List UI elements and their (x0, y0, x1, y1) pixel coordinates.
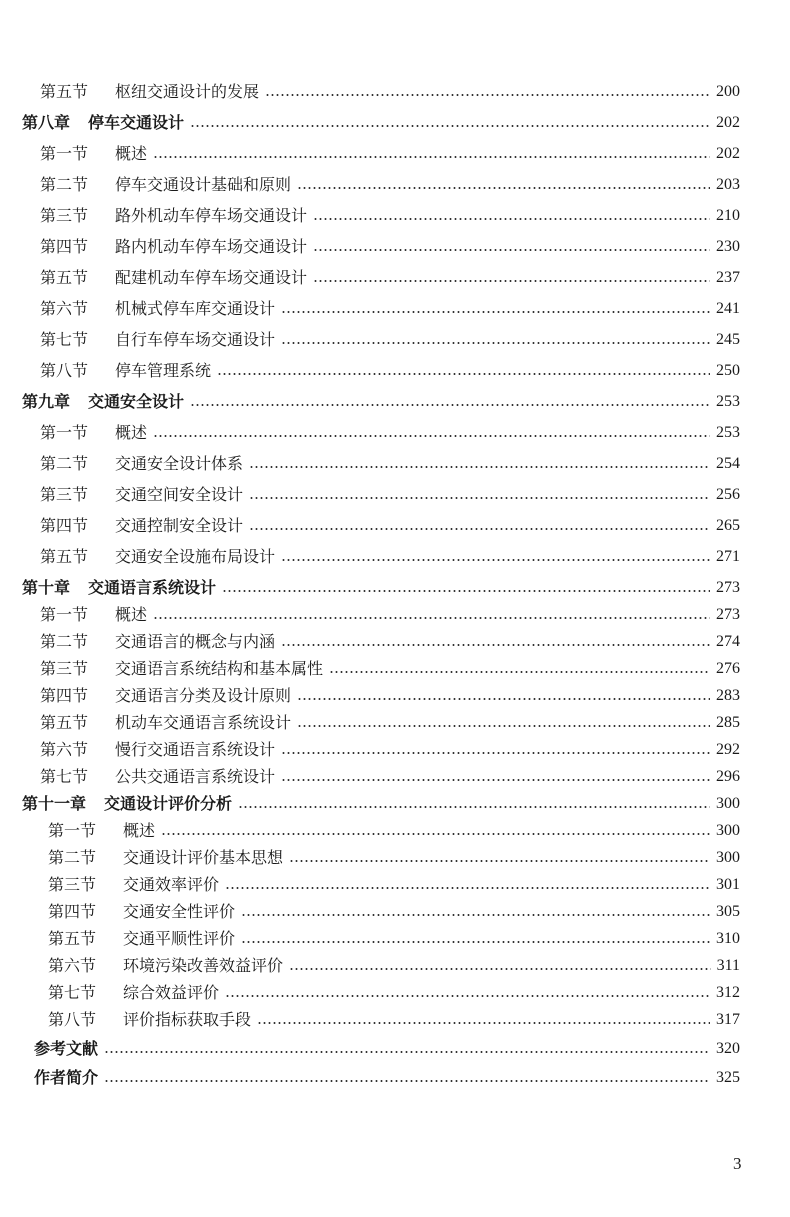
dot-leader (265, 94, 710, 96)
toc-entry (40, 421, 740, 445)
toc-entry (40, 483, 740, 507)
toc-entry-page: 300 (716, 849, 740, 866)
toc-entry-title: 停车交通设计 (88, 113, 185, 132)
page-number: 3 (733, 1154, 742, 1173)
toc-entry (40, 545, 740, 569)
dot-leader (190, 404, 710, 406)
toc-entry (40, 142, 740, 166)
toc-entry-page: 203 (716, 176, 740, 193)
toc-entry-title: 交通安全设计体系 (115, 454, 244, 473)
dot-leader (313, 218, 710, 220)
dot-leader (297, 725, 710, 727)
toc-entry-page: 301 (716, 876, 740, 893)
toc-entry (40, 297, 740, 321)
toc-entry-page: 253 (716, 393, 740, 410)
toc-entry-page: 250 (716, 362, 740, 379)
toc-entry-number: 第四节 (40, 686, 89, 705)
toc-entry-number: 第五节 (40, 547, 89, 566)
toc-entry-title: 交通效率评价 (123, 875, 220, 894)
toc-entry-number: 第二节 (48, 848, 97, 867)
toc-entry (40, 452, 740, 476)
toc-entry-page: 202 (716, 114, 740, 131)
toc-entry-number: 第八节 (48, 1010, 97, 1029)
toc-entry-title: 作者简介 (34, 1068, 99, 1087)
toc-entry-page: 253 (716, 424, 740, 441)
toc-chapter-entry (22, 111, 740, 135)
toc-entry-title: 交通语言分类及设计原则 (115, 686, 292, 705)
toc-entry-title: 概述 (115, 423, 148, 442)
dot-leader (313, 280, 710, 282)
toc-entry (48, 927, 740, 951)
toc-entry-page: 202 (716, 145, 740, 162)
dot-leader (329, 671, 710, 673)
toc-entry-title: 交通设计评价分析 (104, 794, 233, 813)
toc-entry-page: 317 (716, 1011, 740, 1028)
toc-entry-number: 第二节 (40, 632, 89, 651)
toc-entry-page: 310 (716, 930, 740, 947)
toc-entry-number: 第六节 (40, 299, 89, 318)
dot-leader (281, 311, 710, 313)
toc-entry-page: 300 (716, 822, 740, 839)
toc-entry-page: 230 (716, 238, 740, 255)
toc-entry-page: 325 (716, 1069, 740, 1086)
toc-entry-number: 第五节 (40, 82, 89, 101)
toc-entry-page: 245 (716, 331, 740, 348)
toc-entry-number: 第一节 (40, 423, 89, 442)
toc-entry-title: 交通控制安全设计 (115, 516, 244, 535)
toc-entry-page: 237 (716, 269, 740, 286)
toc-entry-number: 第四节 (40, 237, 89, 256)
toc-entry-number: 第八节 (40, 361, 89, 380)
toc-entry-number: 第七节 (48, 983, 97, 1002)
toc-entry-number: 第七节 (40, 330, 89, 349)
toc-entry (40, 603, 740, 627)
dot-leader (225, 887, 710, 889)
toc-entry-page: 311 (716, 957, 740, 974)
dot-leader (153, 435, 710, 437)
toc-entry-number: 第五节 (48, 929, 97, 948)
toc-entry-title: 交通空间安全设计 (115, 485, 244, 504)
toc-entry (40, 235, 740, 259)
dot-leader (241, 941, 710, 943)
toc-entry-title: 交通设计评价基本思想 (123, 848, 284, 867)
dot-leader (104, 1080, 710, 1082)
toc-entry (48, 1008, 740, 1032)
toc-entry-number: 第十章 (22, 578, 71, 597)
toc-entry-page: 271 (716, 548, 740, 565)
toc-entry-number: 第九章 (22, 392, 71, 411)
toc-entry-title: 概述 (115, 605, 148, 624)
toc-entry (40, 80, 740, 104)
toc-entry-page: 241 (716, 300, 740, 317)
toc-entry-number: 第二节 (40, 454, 89, 473)
toc-entry-title: 概述 (123, 821, 156, 840)
toc-entry-title: 停车交通设计基础和原则 (115, 175, 292, 194)
toc-chapter-entry (22, 792, 740, 816)
toc-entry-number: 第六节 (48, 956, 97, 975)
toc-entry-page: 254 (716, 455, 740, 472)
toc-entry-title: 交通安全设施布局设计 (115, 547, 276, 566)
toc-entry-number: 第三节 (40, 485, 89, 504)
toc-entry-title: 交通安全性评价 (123, 902, 236, 921)
dot-leader (281, 752, 710, 754)
toc-entry-title: 交通安全设计 (88, 392, 185, 411)
toc-entry (48, 819, 740, 843)
toc-entry-title: 路内机动车停车场交通设计 (115, 237, 308, 256)
toc-entry (48, 846, 740, 870)
toc-entry-page: 320 (716, 1040, 740, 1057)
toc-entry-page: 273 (716, 606, 740, 623)
toc-chapter-entry (22, 576, 740, 600)
dot-leader (249, 466, 710, 468)
dot-leader (153, 617, 710, 619)
toc-entry-number: 第一节 (48, 821, 97, 840)
toc-entry-page: 256 (716, 486, 740, 503)
toc-entry (40, 173, 740, 197)
dot-leader (289, 860, 710, 862)
toc-entry (40, 684, 740, 708)
toc-entry-title: 参考文献 (34, 1039, 99, 1058)
toc-entry-page: 265 (716, 517, 740, 534)
toc-entry-page: 274 (716, 633, 740, 650)
toc-entry (40, 514, 740, 538)
toc-entry-page: 305 (716, 903, 740, 920)
toc-entry-title: 自行车停车场交通设计 (115, 330, 276, 349)
toc-entry-title: 环境污染改善效益评价 (123, 956, 284, 975)
dot-leader (153, 156, 710, 158)
toc-entry (40, 657, 740, 681)
toc-entry-page: 283 (716, 687, 740, 704)
toc-entry-title: 枢纽交通设计的发展 (115, 82, 260, 101)
dot-leader (289, 968, 711, 970)
toc-entry-title: 评价指标获取手段 (123, 1010, 252, 1029)
toc-entry-number: 第一节 (40, 144, 89, 163)
toc-entry-number: 第十一章 (22, 794, 87, 813)
toc-entry-title: 交通平顺性评价 (123, 929, 236, 948)
toc-entry-number: 第五节 (40, 268, 89, 287)
dot-leader (217, 373, 710, 375)
dot-leader (281, 779, 710, 781)
toc-entry (40, 266, 740, 290)
toc-entry (40, 738, 740, 762)
toc-entry-page: 296 (716, 768, 740, 785)
dot-leader (257, 1022, 710, 1024)
toc-entry-page: 200 (716, 83, 740, 100)
toc-entry-number: 第三节 (40, 659, 89, 678)
toc-entry (40, 630, 740, 654)
toc-entry-title: 综合效益评价 (123, 983, 220, 1002)
toc-entry-page: 300 (716, 795, 740, 812)
toc-entry-page: 273 (716, 579, 740, 596)
toc-entry-number: 第八章 (22, 113, 71, 132)
toc-entry-title: 概述 (115, 144, 148, 163)
dot-leader (190, 125, 710, 127)
toc-entry (34, 1066, 740, 1090)
toc-entry-number: 第三节 (40, 206, 89, 225)
dot-leader (281, 559, 710, 561)
toc-entry-number: 第四节 (40, 516, 89, 535)
toc-entry-title: 交通语言系统设计 (88, 578, 217, 597)
toc-entry-title: 停车管理系统 (115, 361, 212, 380)
toc-entry-number: 第六节 (40, 740, 89, 759)
toc-entry-page: 276 (716, 660, 740, 677)
dot-leader (313, 249, 710, 251)
toc-entry (40, 711, 740, 735)
toc-entry (48, 900, 740, 924)
toc-entry-number: 第二节 (40, 175, 89, 194)
toc-entry-title: 配建机动车停车场交通设计 (115, 268, 308, 287)
dot-leader (238, 806, 710, 808)
toc-entry-page: 210 (716, 207, 740, 224)
dot-leader (104, 1051, 710, 1053)
dot-leader (222, 590, 710, 592)
toc-entry-title: 路外机动车停车场交通设计 (115, 206, 308, 225)
dot-leader (297, 187, 710, 189)
toc-entry-page: 312 (716, 984, 740, 1001)
toc-entry-page: 292 (716, 741, 740, 758)
toc-entry (40, 204, 740, 228)
toc-entry (34, 1037, 740, 1061)
toc-entry-page: 285 (716, 714, 740, 731)
toc-entry (40, 328, 740, 352)
toc-entry (48, 981, 740, 1005)
dot-leader (249, 497, 710, 499)
toc-entry-number: 第三节 (48, 875, 97, 894)
toc-entry-title: 交通语言的概念与内涵 (115, 632, 276, 651)
toc-entry-number: 第四节 (48, 902, 97, 921)
toc-entry (48, 873, 740, 897)
toc-entry-number: 第七节 (40, 767, 89, 786)
toc-entry-number: 第五节 (40, 713, 89, 732)
dot-leader (161, 833, 710, 835)
dot-leader (225, 995, 710, 997)
toc-entry-title: 公共交通语言系统设计 (115, 767, 276, 786)
toc-entry (40, 359, 740, 383)
toc-entry (48, 954, 740, 978)
toc-entry (40, 765, 740, 789)
toc-entry-title: 交通语言系统结构和基本属性 (115, 659, 324, 678)
toc-entry-title: 慢行交通语言系统设计 (115, 740, 276, 759)
toc-entry-number: 第一节 (40, 605, 89, 624)
toc-entry-title: 机械式停车库交通设计 (115, 299, 276, 318)
dot-leader (241, 914, 710, 916)
toc-chapter-entry (22, 390, 740, 414)
dot-leader (281, 342, 710, 344)
dot-leader (249, 528, 710, 530)
dot-leader (297, 698, 710, 700)
toc-entry-title: 机动车交通语言系统设计 (115, 713, 292, 732)
dot-leader (281, 644, 710, 646)
